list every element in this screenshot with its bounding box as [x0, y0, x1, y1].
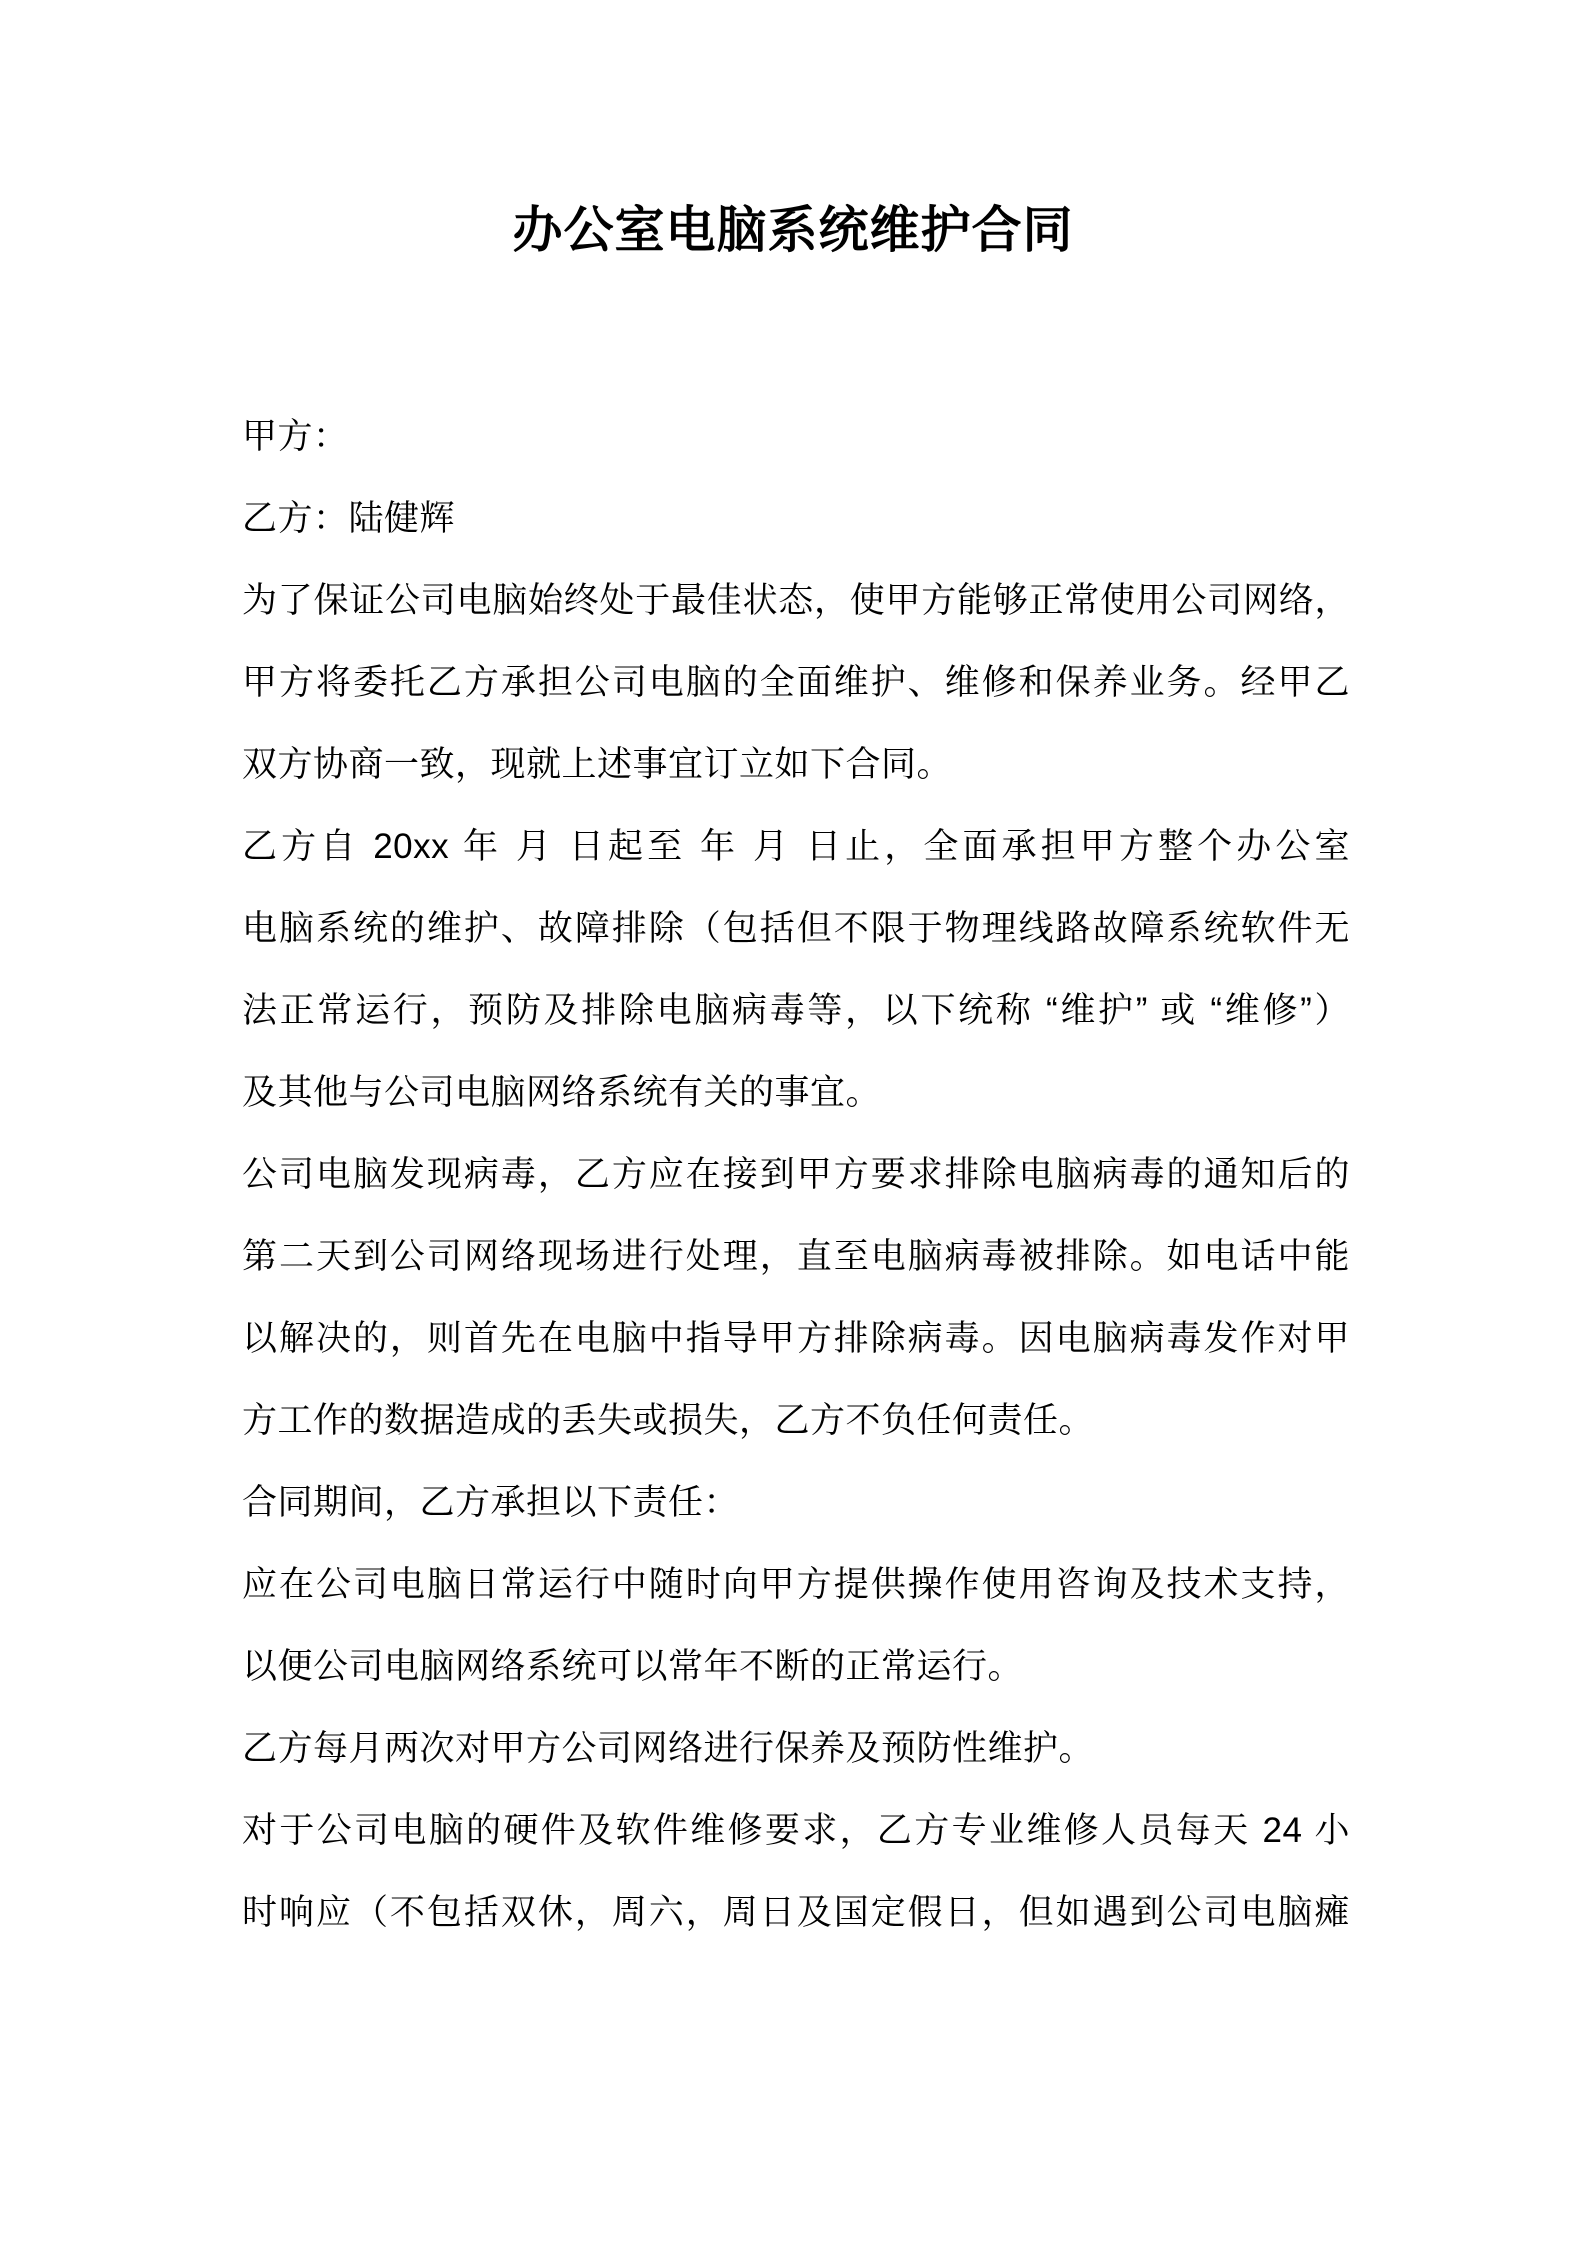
text-line: 以解决的，则首先在电脑中指导甲方排除病毒。因电脑病毒发作对甲: [242, 1319, 1350, 1358]
text-line: 乙方：陆健辉: [242, 499, 456, 538]
text-line: 电脑系统的维护、故障排除（包括但不限于物理线路故障系统软件无: [242, 909, 1350, 948]
text-line: 方工作的数据造成的丢失或损失，乙方不负任何责任。: [242, 1401, 1095, 1440]
text-line: 公司电脑发现病毒，乙方应在接到甲方要求排除电脑病毒的通知后的: [242, 1155, 1350, 1194]
text-line: 甲方：: [242, 417, 349, 456]
text-line: 合同期间，乙方承担以下责任：: [242, 1483, 740, 1522]
text-line: 甲方将委托乙方承担公司电脑的全面维护、维修和保养业务。经甲乙: [242, 663, 1350, 702]
text-line: 及其他与公司电脑网络系统有关的事宜。: [242, 1073, 882, 1112]
text-line: 时响应（不包括双休，周六，周日及国定假日，但如遇到公司电脑瘫: [242, 1893, 1350, 1932]
text-line: 法正常运行，预防及排除电脑病毒等，以下统称 “维护” 或 “维修”）: [242, 991, 1350, 1030]
text-line: 第二天到公司网络现场进行处理，直至电脑病毒被排除。如电话中能: [242, 1237, 1350, 1276]
text-line: 应在公司电脑日常运行中随时向甲方提供操作使用咨询及技术支持，: [242, 1565, 1350, 1604]
text-line: 为了保证公司电脑始终处于最佳状态，使甲方能够正常使用公司网络，: [242, 581, 1350, 620]
text-line: 对于公司电脑的硬件及软件维修要求，乙方专业维修人员每天 24 小: [242, 1811, 1350, 1850]
text-line: 双方协商一致，现就上述事宜订立如下合同。: [242, 745, 953, 784]
text-line: 乙方自 20xx 年 月 日起至 年 月 日止，全面承担甲方整个办公室: [242, 827, 1350, 866]
text-line: 以便公司电脑网络系统可以常年不断的正常运行。: [242, 1647, 1024, 1686]
document-body: [242, 396, 1350, 1954]
document-title: 办公室电脑系统维护合同: [512, 202, 1074, 258]
text-line: 乙方每月两次对甲方公司网络进行保养及预防性维护。: [242, 1729, 1095, 1768]
